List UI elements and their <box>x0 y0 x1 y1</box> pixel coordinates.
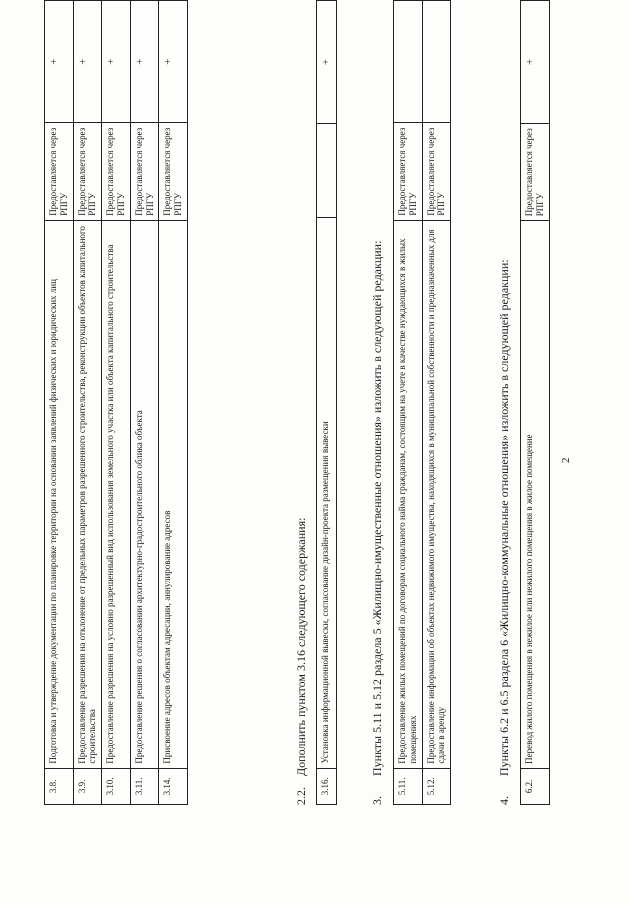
provision-mode-cell: Предоставляется через РПГУ <box>73 123 102 221</box>
row-number-cell: 3.9. <box>73 768 102 804</box>
service-name-cell: Предоставление решения о согласовании архитектурно-градостроительного облика объекта <box>130 220 159 768</box>
provision-mode-cell: Предоставляется через РПГУ <box>422 123 451 221</box>
section-3-heading <box>370 241 385 805</box>
row-number-cell: 3.10. <box>102 768 131 804</box>
row-number-cell: 3.8. <box>45 768 74 804</box>
table-row <box>422 1 451 805</box>
provision-mode-cell: Предоставляется через РПГУ <box>394 123 423 221</box>
row-number-cell: 3.11. <box>130 768 159 804</box>
section-3-number: 3. <box>370 796 384 805</box>
provision-mode-cell: Предоставляется через РПГУ <box>521 123 550 221</box>
provision-mode-cell: Предоставляется через РПГУ <box>45 123 74 221</box>
service-name-cell: Присвоение адресов объектам адресации, аннулирование адресов <box>159 220 188 768</box>
row-number-cell: 5.12. <box>422 768 451 804</box>
table-row <box>159 1 188 805</box>
services-table-3 <box>393 0 451 805</box>
table-row <box>45 1 74 805</box>
mark-cell <box>422 1 451 123</box>
table-4-body <box>521 1 550 805</box>
mark-cell: + <box>317 1 337 124</box>
services-table-1 <box>44 0 188 805</box>
mark-cell: + <box>102 1 131 123</box>
mark-cell: + <box>45 1 74 123</box>
mark-cell: + <box>521 1 550 124</box>
service-name-cell: Предоставление жилых помещений по договорам социального найма гражданам, состоящим на учете в качестве нуждающихся в жилых помещениях <box>394 220 423 768</box>
mark-cell: + <box>159 1 188 123</box>
section-2-2-number: 2.2. <box>294 787 308 805</box>
section-2-2-heading <box>294 518 309 805</box>
table-1-body <box>45 1 188 805</box>
service-name-cell: Подготовка и утверждение документации по планировке территории на основании заявлений физических и юридических лиц <box>45 220 74 768</box>
service-name-cell: Перевод жилого помещения в нежилое или нежилого помещения в жилое помещение <box>521 221 550 769</box>
section-2-2-text: Дополнить пунктом 3.16 следующего содержания: <box>294 517 308 776</box>
table-2-body <box>317 1 337 805</box>
table-row <box>130 1 159 805</box>
services-table-4 <box>520 0 550 805</box>
table-3-body <box>394 1 451 805</box>
section-4-text: Пункты 6.2 и 6.5 раздела 6 «Жилищно-коммунальные отношения» изложить в следующей редакции: <box>497 259 511 776</box>
table-row <box>317 1 337 805</box>
section-4-number: 4. <box>497 796 511 805</box>
mark-cell: + <box>73 1 102 123</box>
provision-mode-cell: Предоставляется через РПГУ <box>159 123 188 221</box>
provision-mode-cell: Предоставляется через РПГУ <box>130 123 159 221</box>
row-number-cell: 6.2. <box>521 768 550 804</box>
service-name-cell: Предоставление разрешения на отклонение от предельных параметров разрешенного строительства, реконструкции объектов капитального строительства <box>73 220 102 768</box>
row-number-cell: 3.14. <box>159 768 188 804</box>
service-name-cell: Установка информационной вывески, согласование дизайн-проекта размещения вывески <box>317 218 337 768</box>
row-number-cell: 5.11. <box>394 768 423 804</box>
provision-mode-cell: Предоставляется через РПГУ <box>102 123 131 221</box>
service-name-cell: Предоставление информации об объектах недвижимого имущества, находящихся в муниципальной собственности и предназначенных для сдачи в аренду <box>422 220 451 768</box>
section-3-text: Пункты 5.11 и 5.12 раздела 5 «Жилищно-имущественные отношения» изложить в следующей редакции: <box>370 240 384 776</box>
table-row <box>521 1 550 805</box>
table-row <box>102 1 131 805</box>
table-row <box>73 1 102 805</box>
service-name-cell: Предоставление разрешения на условно разрешенный вид использования земельного участка или объекта капитального строительства <box>102 220 131 768</box>
mark-cell: + <box>130 1 159 123</box>
page-number: 2 <box>560 457 572 463</box>
mark-cell <box>394 1 423 123</box>
row-number-cell: 3.16. <box>317 768 337 804</box>
provision-mode-cell <box>317 123 337 217</box>
section-4-heading <box>497 259 512 805</box>
services-table-2 <box>316 0 337 805</box>
table-row <box>394 1 423 805</box>
